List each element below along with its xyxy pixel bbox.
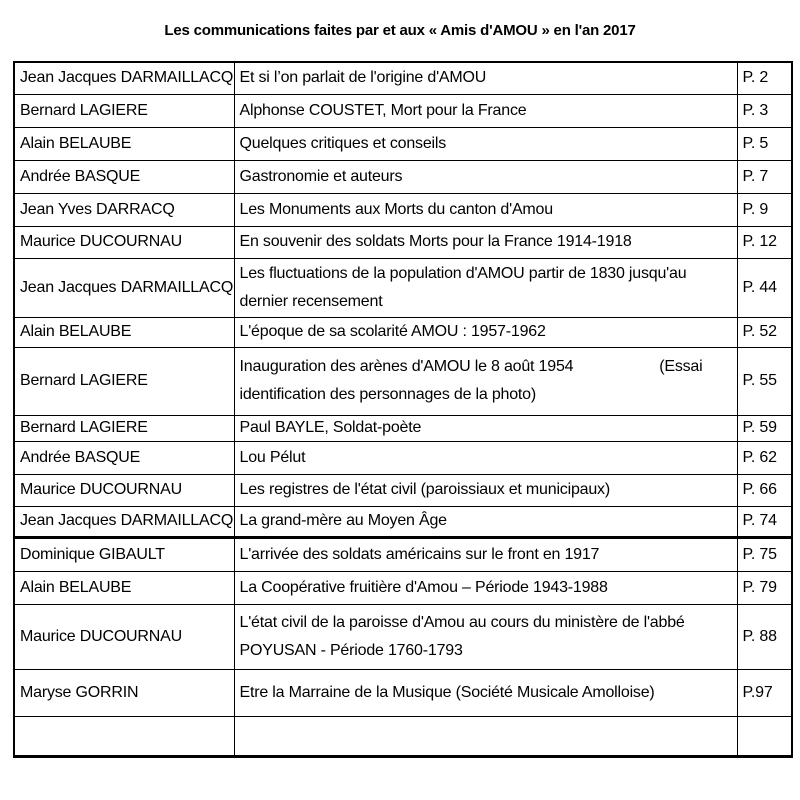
title-cell: Les Monuments aux Morts du canton d'Amou xyxy=(234,193,737,226)
title-cell: En souvenir des soldats Morts pour la France 1914-1918 xyxy=(234,226,737,258)
table-row xyxy=(14,441,792,474)
title-cell: L'époque de sa scolarité AMOU : 1957-1962 xyxy=(234,317,737,347)
author-cell xyxy=(14,716,234,756)
title-cell: Lou Pélut xyxy=(234,441,737,474)
title-cell: Etre la Marraine de la Musique (Société Musicale Amolloise) xyxy=(234,669,737,716)
author-cell: Maurice DUCOURNAU xyxy=(14,226,234,258)
title-cell: Paul BAYLE, Soldat-poète xyxy=(234,415,737,441)
title-line: L'état civil de la paroisse d'Amou au cours du ministère de l'abbé xyxy=(239,613,685,631)
table-row xyxy=(14,94,792,127)
table-row xyxy=(14,571,792,604)
page-cell: P. 55 xyxy=(737,347,792,415)
author-cell: Maurice DUCOURNAU xyxy=(14,474,234,506)
table-row xyxy=(14,127,792,160)
author-cell: Bernard LAGIERE xyxy=(14,94,234,127)
title-cell xyxy=(234,604,737,669)
table-row xyxy=(14,62,792,94)
title-line: Les fluctuations de la population d'AMOU partir de 1830 jusqu'au xyxy=(239,264,687,282)
page-cell: P. 5 xyxy=(737,127,792,160)
table-row xyxy=(14,193,792,226)
author-cell: Jean Yves DARRACQ xyxy=(14,193,234,226)
page-cell: P. 66 xyxy=(737,474,792,506)
page-cell: P. 59 xyxy=(737,415,792,441)
title-line-right: (Essai xyxy=(659,358,703,375)
author-cell: Bernard LAGIERE xyxy=(14,347,234,415)
author-cell: Alain BELAUBE xyxy=(14,127,234,160)
table-row xyxy=(14,604,792,669)
table-row xyxy=(14,415,792,441)
title-cell: Quelques critiques et conseils xyxy=(234,127,737,160)
page-cell: P. 52 xyxy=(737,317,792,347)
author-cell: Jean Jacques DARMAILLACQ xyxy=(14,506,234,537)
table-row xyxy=(14,537,792,571)
page-cell: P. 44 xyxy=(737,258,792,317)
page-cell: P. 9 xyxy=(737,193,792,226)
title-cell: La Coopérative fruitière d'Amou – Période 1943-1988 xyxy=(234,571,737,604)
page-cell: P. 75 xyxy=(737,537,792,571)
title-cell: La grand-mère au Moyen Âge xyxy=(234,506,737,537)
page-cell: P.97 xyxy=(737,669,792,716)
author-cell: Jean Jacques DARMAILLACQ xyxy=(14,62,234,94)
title-line: identification des personnages de la photo) xyxy=(239,386,537,403)
author-cell: Maryse GORRIN xyxy=(14,669,234,716)
author-cell: Jean Jacques DARMAILLACQ xyxy=(14,258,234,317)
page-cell: P. 3 xyxy=(737,94,792,127)
author-cell: Andrée BASQUE xyxy=(14,160,234,193)
table-row xyxy=(14,160,792,193)
table-row xyxy=(14,506,792,537)
page-cell: P. 74 xyxy=(737,506,792,537)
author-cell: Alain BELAUBE xyxy=(14,571,234,604)
title-cell xyxy=(234,716,737,756)
table-row xyxy=(14,226,792,258)
title-cell: Les registres de l'état civil (paroissiaux et municipaux) xyxy=(234,474,737,506)
title-line xyxy=(240,353,733,381)
title-cell xyxy=(234,258,737,317)
title-cell: Et si l’on parlait de l'origine d'AMOU xyxy=(234,62,737,94)
table-row xyxy=(14,669,792,716)
title-cell: Alphonse COUSTET, Mort pour la France xyxy=(234,94,737,127)
table-row-empty xyxy=(14,716,792,756)
document-page xyxy=(0,22,800,758)
page-cell: P. 88 xyxy=(737,604,792,669)
page-cell: P. 7 xyxy=(737,160,792,193)
table-row xyxy=(14,347,792,415)
title-line-left: Inauguration des arènes d'AMOU le 8 août 1954 xyxy=(239,358,574,375)
title-cell: L'arrivée des soldats américains sur le front en 1917 xyxy=(234,537,737,571)
table-row xyxy=(14,317,792,347)
author-cell: Dominique GIBAULT xyxy=(14,537,234,571)
author-cell: Andrée BASQUE xyxy=(14,441,234,474)
author-cell: Alain BELAUBE xyxy=(14,317,234,347)
table-row xyxy=(14,258,792,317)
title-line: POYUSAN - Période 1760-1793 xyxy=(239,641,463,659)
title-cell xyxy=(234,347,737,415)
table-row xyxy=(14,474,792,506)
document-title: Les communications faites par et aux « Amis d'AMOU » en l'an 2017 xyxy=(164,22,636,39)
page-cell: P. 79 xyxy=(737,571,792,604)
title-cell: Gastronomie et auteurs xyxy=(234,160,737,193)
page-cell: P. 2 xyxy=(737,62,792,94)
author-cell: Bernard LAGIERE xyxy=(14,415,234,441)
communications-table xyxy=(13,61,793,758)
author-cell: Maurice DUCOURNAU xyxy=(14,604,234,669)
page-cell xyxy=(737,716,792,756)
page-cell: P. 12 xyxy=(737,226,792,258)
title-line: dernier recensement xyxy=(239,292,383,310)
page-cell: P. 62 xyxy=(737,441,792,474)
